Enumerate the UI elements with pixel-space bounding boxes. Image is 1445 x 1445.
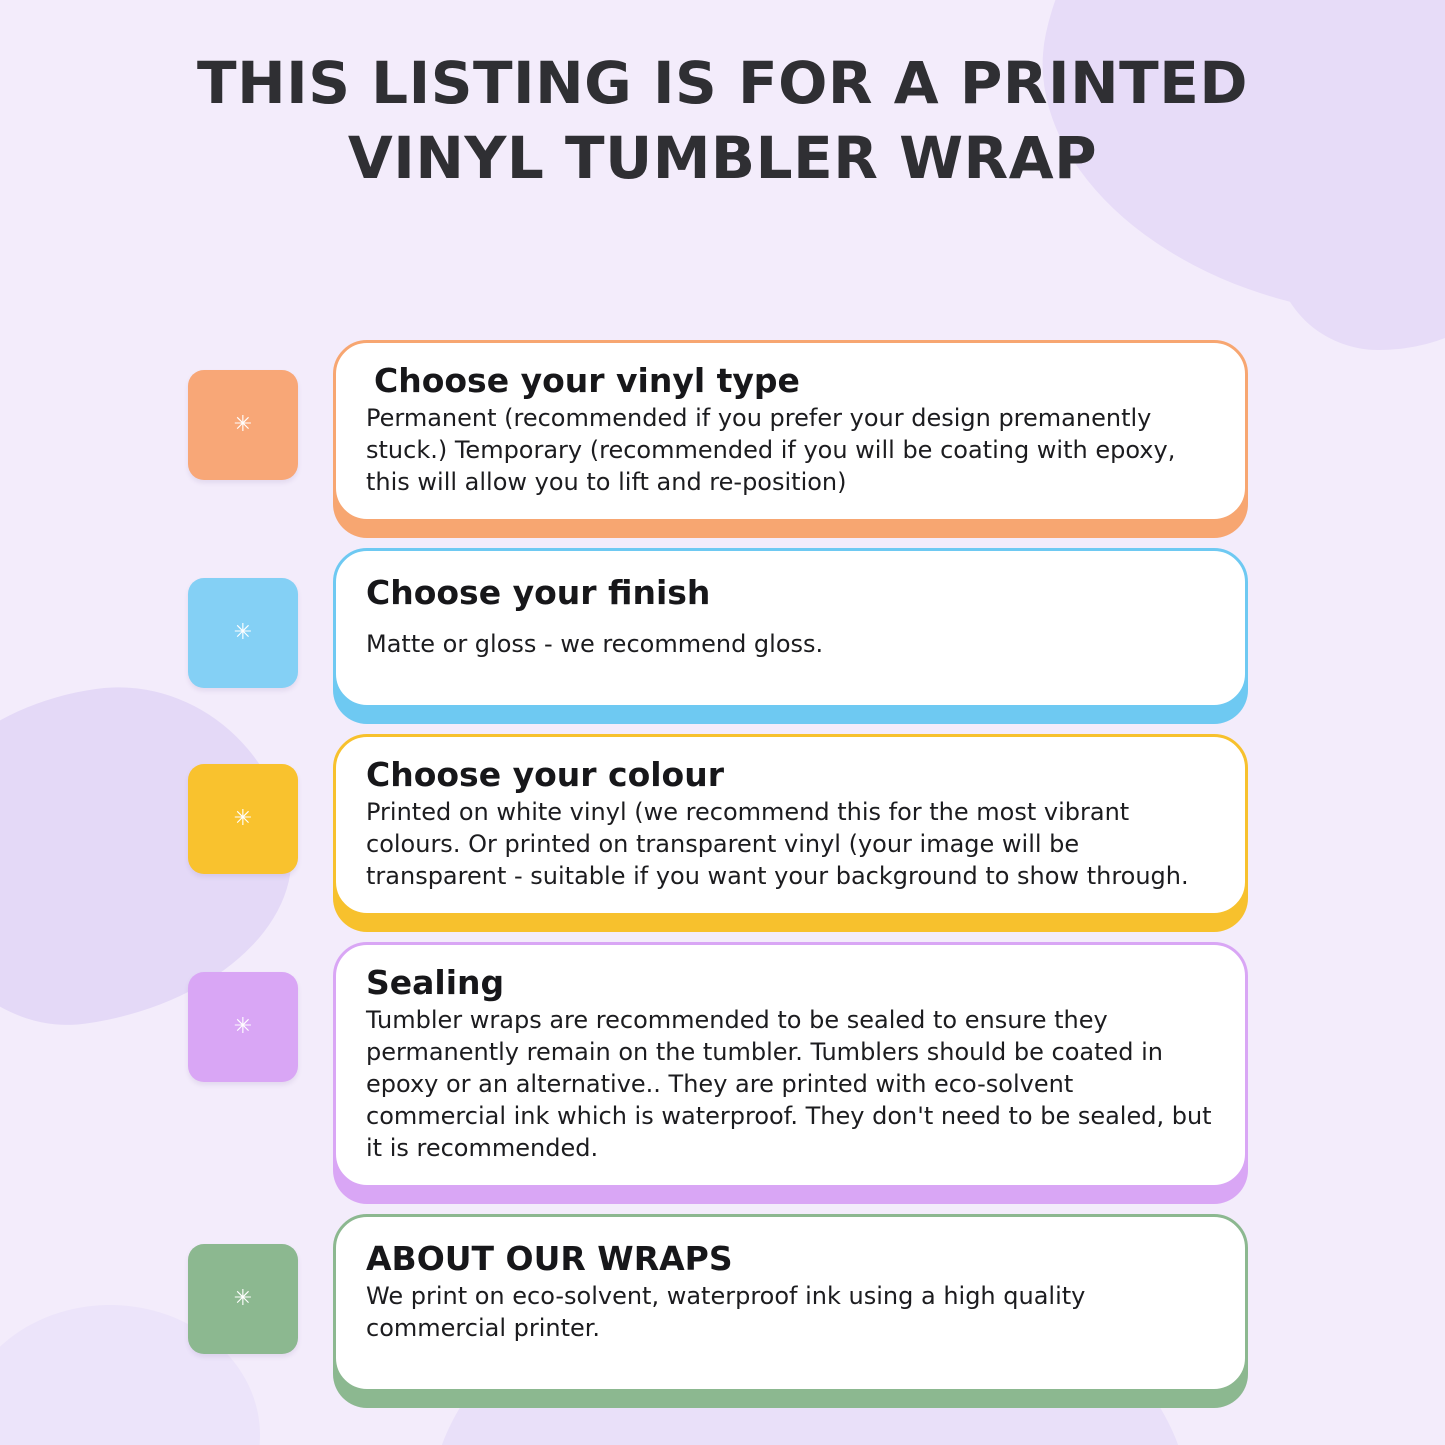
section-heading: ABOUT OUR WRAPS [366,1238,733,1278]
section-heading: Choose your colour [366,755,724,795]
asterisk-glyph: ✳ [233,412,253,437]
asterisk-glyph: ✳ [233,1014,253,1040]
section-heading: Sealing [366,963,505,1003]
asterisk-icon [188,972,298,1082]
asterisk-icon [188,764,298,874]
section-row [0,340,1445,522]
section-row [0,1214,1445,1392]
asterisk-icon [188,578,298,688]
section-card [333,942,1248,1188]
section-heading: Choose your vinyl type [374,361,800,400]
section-body: Permanent (recommended if you prefer your design premanently stuck.) Temporary (recommended if you will be coating with epoxy, this will allow you to lift and re-position) [366,404,1176,497]
asterisk-glyph: ✳ [233,619,253,645]
section-card [333,548,1248,708]
section-card-wrapper [333,734,1248,916]
asterisk-icon [188,1244,298,1354]
section-body: We print on eco-solvent, waterproof ink using a high quality commercial printer. [366,1282,1086,1343]
asterisk-icon [188,370,298,480]
section-heading: Choose your finish [366,572,711,612]
section-card-wrapper [333,340,1248,522]
page-title: THIS LISTING IS FOR A PRINTED VINYL TUMBLER WRAP [197,49,1248,193]
section-row [0,942,1445,1188]
section-body: Matte or gloss - we recommend gloss. [366,630,824,659]
section-row [0,734,1445,916]
section-card-wrapper [333,548,1248,708]
asterisk-glyph: ✳ [233,1285,253,1311]
section-row [0,548,1445,708]
asterisk-glyph: ✳ [233,806,253,832]
sections-list [0,340,1445,1418]
section-card [333,340,1248,522]
section-body: Printed on white vinyl (we recommend this for the most vibrant colours. Or printed on transparent vinyl (your image will be transparent - suitable if you want your background to show through. [366,798,1189,891]
section-card-wrapper [333,1214,1248,1392]
section-body: Tumbler wraps are recommended to be sealed to ensure they permanently remain on the tumbler. Tumblers should be coated in epoxy or an alternative.. They are printed with eco-solvent commercial ink which is waterproof. They don't need to be sealed, but it is recommended. [366,1006,1212,1162]
section-card-wrapper [333,942,1248,1188]
section-card [333,1214,1248,1392]
section-card [333,734,1248,916]
